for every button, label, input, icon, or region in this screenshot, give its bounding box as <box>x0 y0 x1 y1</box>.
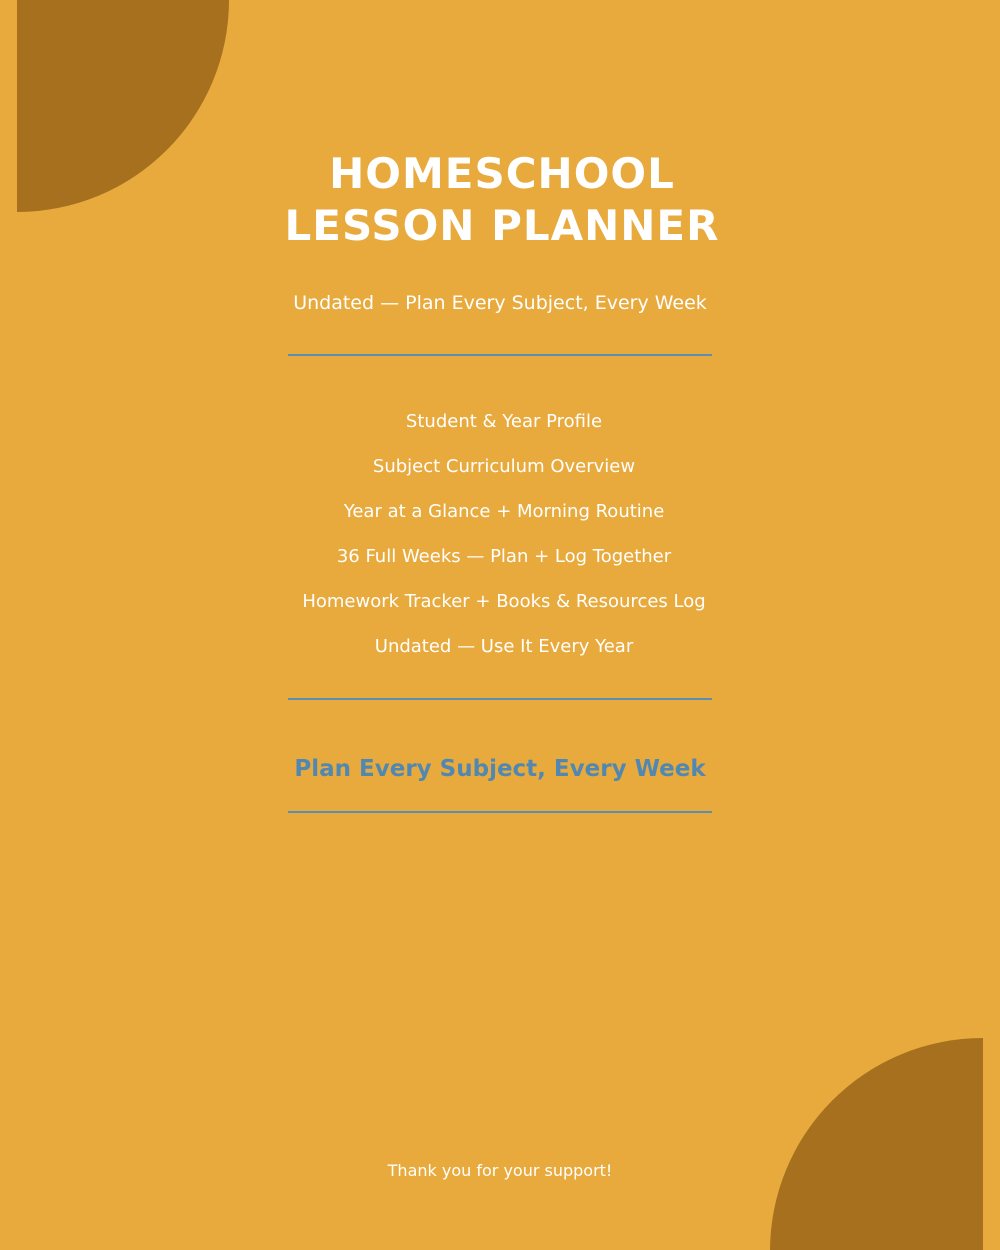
bottom-right-quarter-circle <box>770 1038 983 1250</box>
cover-tagline: Plan Every Subject, Every Week <box>294 756 706 782</box>
feature-item: Homework Tracker + Books & Resources Log <box>302 591 706 612</box>
cover-title-line-2: LESSON PLANNER <box>284 201 720 250</box>
cover-title-line-1: HOMESCHOOL <box>329 149 675 198</box>
feature-item: Student & Year Profile <box>405 411 603 432</box>
divider-bottom <box>288 811 712 813</box>
cover-subtitle: Undated — Plan Every Subject, Every Week <box>293 292 707 314</box>
feature-item: Year at a Glance + Morning Routine <box>343 501 665 522</box>
feature-list <box>0 408 1000 678</box>
thank-you-note: Thank you for your support! <box>387 1161 613 1180</box>
feature-item: Subject Curriculum Overview <box>372 456 636 477</box>
feature-item: Undated — Use It Every Year <box>374 636 634 657</box>
feature-item: 36 Full Weeks — Plan + Log Together <box>336 546 672 567</box>
bottom-right-corner-shape <box>770 1038 983 1250</box>
cover-title <box>0 148 1000 252</box>
divider-middle <box>288 698 712 700</box>
divider-top <box>288 354 712 356</box>
